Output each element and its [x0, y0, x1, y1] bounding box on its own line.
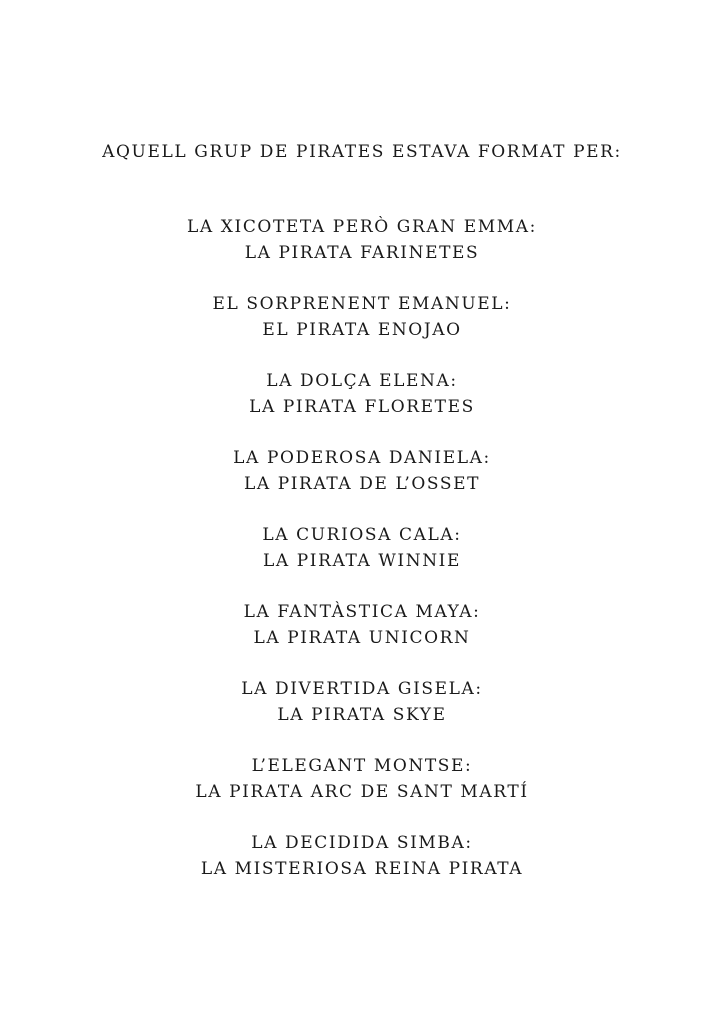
pirate-title: EL PIRATA ENOJAO [262, 320, 462, 340]
pirate-name: LA PODEROSA DANIELA: [233, 448, 491, 468]
pirate-entry [0, 830, 724, 907]
pirate-title: LA PIRATA WINNIE [262, 551, 462, 571]
pirate-title: LA PIRATA SKYE [277, 705, 447, 725]
pirate-name: LA CURIOSA CALA: [262, 525, 462, 545]
pirate-title: LA PIRATA UNICORN [253, 628, 471, 648]
pirate-title: LA PIRATA DE L’OSSET [243, 474, 481, 494]
pirate-entry [0, 753, 724, 830]
pirate-name: L’ELEGANT MONTSE: [251, 756, 473, 776]
pirate-entry [0, 599, 724, 676]
pirate-entry [0, 445, 724, 522]
pirate-name: LA FANTÀSTICA MAYA: [243, 602, 481, 622]
pirate-entry [0, 676, 724, 753]
pirate-title: LA PIRATA ARC DE SANT MARTÍ [195, 782, 529, 802]
pirate-name: LA DOLÇA ELENA: [266, 371, 458, 391]
pirate-title: LA PIRATA FARINETES [244, 243, 480, 263]
pirate-title: LA MISTERIOSA REINA PIRATA [200, 859, 524, 879]
pirate-entry [0, 368, 724, 445]
pirate-name: LA DECIDIDA SIMBA: [251, 833, 473, 853]
pirate-name: LA DIVERTIDA GISELA: [241, 679, 483, 699]
pirate-title: LA PIRATA FLORETES [249, 397, 475, 417]
pirate-entry [0, 291, 724, 368]
pirate-name: EL SORPRENENT EMANUEL: [212, 294, 512, 314]
intro-heading: AQUELL GRUP DE PIRATES ESTAVA FORMAT PER: [102, 142, 622, 162]
pirate-name: LA XICOTETA PERÒ GRAN EMMA: [187, 217, 537, 237]
pirate-entry [0, 214, 724, 291]
pirate-roster [0, 214, 724, 907]
pirate-entry [0, 522, 724, 599]
